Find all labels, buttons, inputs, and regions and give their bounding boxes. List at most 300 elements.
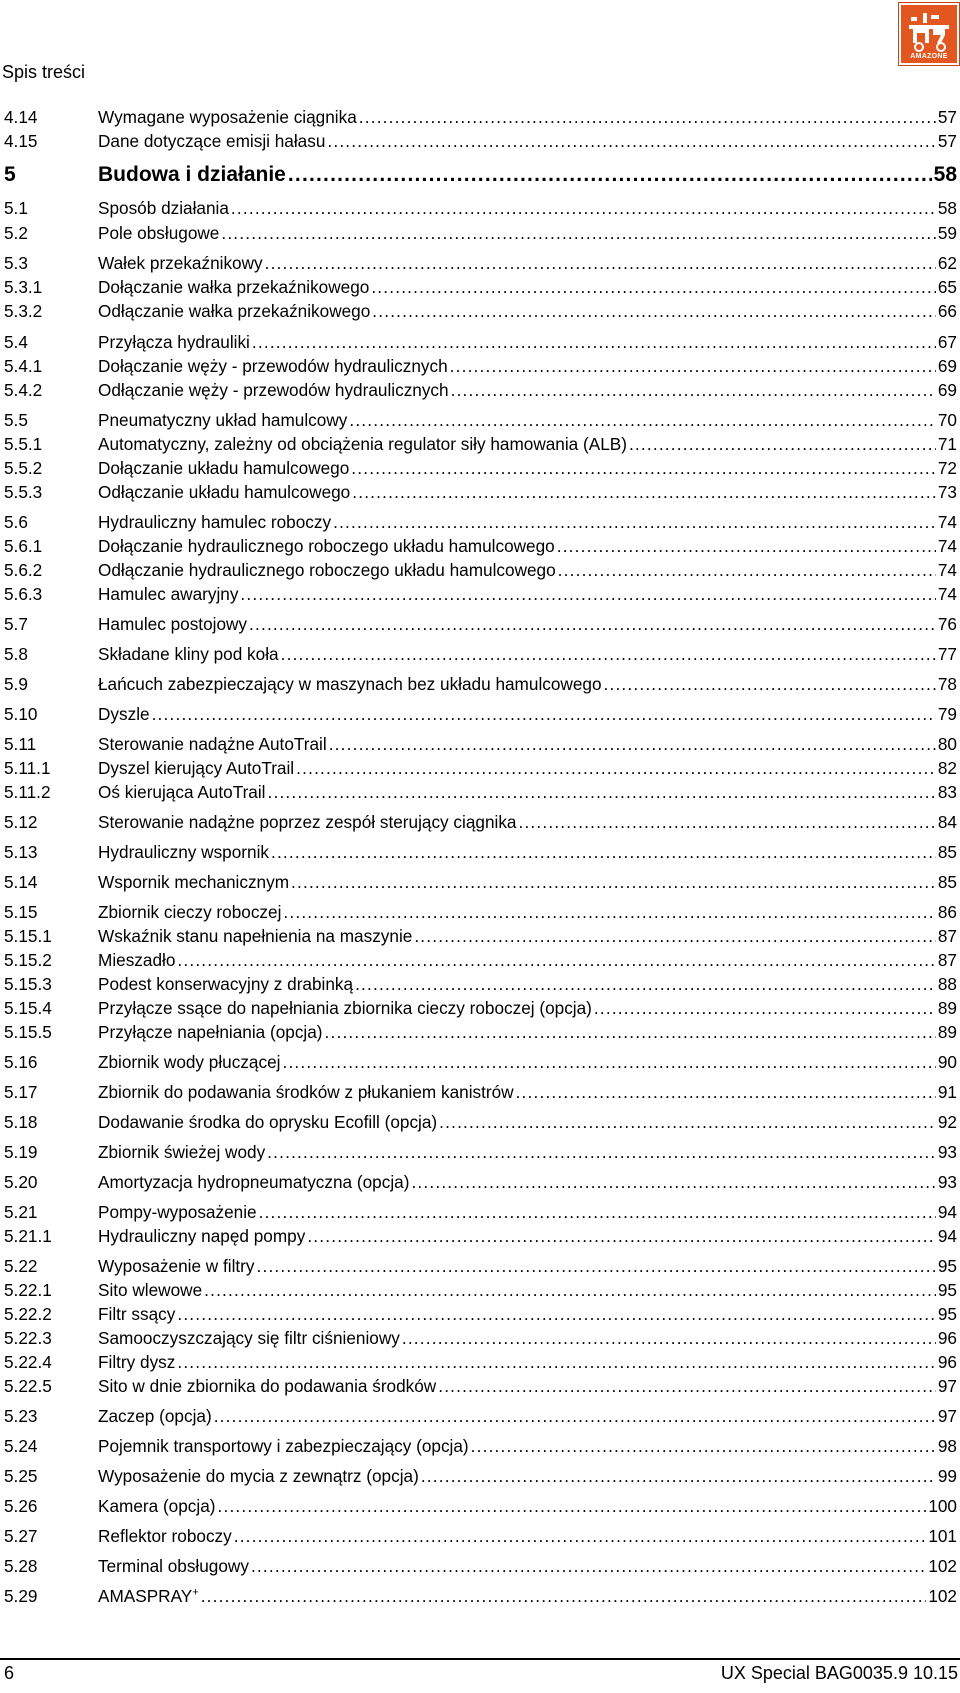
toc-dot-leader [267, 1140, 936, 1164]
toc-entry-title [98, 1110, 437, 1134]
toc-entry-line [98, 558, 957, 582]
toc-entry[interactable] [0, 612, 960, 636]
toc-entry-number: 5.16 [4, 1052, 38, 1072]
toc-entry[interactable] [0, 105, 960, 129]
toc-entry-page: 77 [937, 644, 957, 664]
toc-entry[interactable] [0, 1524, 960, 1548]
toc-entry-number: 5.11.1 [4, 758, 51, 778]
toc-entry-title-text: Wyposażenie do mycia z zewnątrz (opcja) [98, 1466, 419, 1486]
toc-entry-title-text: Filtr ssący [98, 1304, 176, 1324]
toc-entry-title-text: Składane kliny pod koła [98, 644, 279, 664]
toc-entry-title-text: Przyłącze ssące do napełniania zbiornika cieczy roboczej (opcja) [98, 998, 592, 1018]
toc-entry-number: 5.15.3 [4, 974, 52, 994]
page-header-title: Spis treści [2, 62, 86, 82]
toc-entry-line [98, 1170, 957, 1194]
toc-entry-page: 89 [937, 1022, 957, 1042]
toc-entry-title-text: Dołączanie węży - przewodów hydraulicznych [98, 356, 448, 376]
toc-entry-title [98, 105, 357, 129]
toc-entry-number: 5.4 [4, 332, 28, 352]
toc-entry-page: 67 [937, 332, 957, 352]
toc-entry-number: 5.14 [4, 872, 38, 892]
toc-entry-line [98, 432, 957, 456]
toc-entry-page: 86 [937, 902, 957, 922]
toc-entry-title-text: Wymagane wyposażenie ciągnika [98, 107, 357, 127]
toc-dot-leader [421, 1464, 936, 1488]
toc-entry-line [98, 582, 957, 606]
toc-entry[interactable] [0, 1278, 960, 1302]
toc-dot-leader [411, 1170, 935, 1194]
toc-entry[interactable] [0, 870, 960, 894]
toc-entry-number: 5.9 [4, 674, 28, 694]
toc-entry-page: 76 [937, 614, 957, 634]
toc-entry[interactable] [0, 756, 960, 780]
toc-entry-page: 57 [937, 107, 957, 127]
toc-entry-number: 5.22 [4, 1256, 38, 1276]
toc-entry-number: 5.11 [4, 734, 37, 754]
toc-entry-number: 5.19 [4, 1142, 38, 1162]
toc-entry-title [98, 1350, 175, 1374]
toc-entry-title-text: Pompy-wyposażenie [98, 1202, 257, 1222]
toc-entry[interactable] [0, 432, 960, 456]
toc-entry-title-text: Sito w dnie zbiornika do podawania środków [98, 1376, 437, 1396]
toc-entry-page: 92 [937, 1112, 957, 1132]
toc-entry-line [98, 408, 957, 432]
toc-entry-page: 93 [937, 1142, 957, 1162]
toc-dot-leader [594, 996, 936, 1020]
toc-entry[interactable] [0, 378, 960, 402]
toc-entry-line [98, 299, 957, 323]
toc-chapter-entry[interactable] [0, 163, 960, 187]
toc-entry-line [98, 221, 957, 245]
toc-entry[interactable] [0, 1434, 960, 1458]
toc-dot-leader [327, 129, 936, 153]
toc-entry-number: 5.3.2 [4, 301, 43, 321]
toc-entry-title-text: Sterowanie nadążne AutoTrail [98, 734, 327, 754]
toc-entry-title-text: Pneumatyczny układ hamulcowy [98, 410, 348, 430]
toc-entry-line [98, 1080, 957, 1104]
toc-entry-number: 5.26 [4, 1496, 38, 1516]
toc-entry-title-text: Odłączanie hydraulicznego roboczego układu hamulcowego [98, 560, 556, 580]
toc-entry-title [98, 900, 281, 924]
toc-entry[interactable] [0, 810, 960, 834]
toc-entry-title-text: Samooczyszczający się filtr ciśnieniowy [98, 1328, 400, 1348]
toc-dot-leader [221, 221, 936, 245]
toc-entry-page: 102 [928, 1586, 957, 1606]
toc-entry[interactable] [0, 1200, 960, 1224]
toc-entry-line [98, 105, 957, 129]
toc-entry-number: 5.18 [4, 1112, 38, 1132]
toc-entry-title [98, 972, 353, 996]
toc-entry[interactable] [0, 780, 960, 804]
toc-entry-number: 5.6.2 [4, 560, 43, 580]
toc-entry-line [98, 480, 957, 504]
toc-entry-number: 5.11.2 [4, 782, 51, 802]
footer-page-number: 6 [4, 1663, 15, 1683]
toc-entry-title [98, 480, 350, 504]
toc-dot-leader [359, 105, 936, 129]
toc-entry[interactable] [0, 642, 960, 666]
toc-entry-title [98, 251, 263, 275]
toc-entry-number: 5.6.1 [4, 536, 43, 556]
toc-entry-line [98, 810, 957, 834]
toc-entry-line [98, 354, 957, 378]
toc-entry-title-text: Przyłącze napełniania (opcja) [98, 1022, 323, 1042]
toc-entry-title [98, 870, 289, 894]
toc-entry-page: 79 [937, 704, 957, 724]
toc-entry-title [98, 196, 229, 220]
toc-entry-title [98, 408, 347, 432]
toc-dot-leader [355, 972, 936, 996]
toc-dot-leader [325, 1020, 936, 1044]
toc-entry-line [98, 1494, 957, 1518]
toc-entry[interactable] [0, 534, 960, 558]
toc-entry-page: 82 [937, 758, 957, 778]
toc-dot-leader [251, 1554, 926, 1578]
toc-entry-number: 5.15.2 [4, 950, 52, 970]
toc-entry-title-text: Hydrauliczny hamulec roboczy [98, 512, 332, 532]
toc-entry[interactable] [0, 510, 960, 534]
toc-entry-title [98, 163, 286, 187]
toc-entry-number: 5.6 [4, 512, 28, 532]
toc-entry-title [98, 996, 592, 1020]
toc-entry-number: 5.29 [4, 1586, 38, 1606]
toc-entry-line [98, 1200, 957, 1224]
toc-entry-title [98, 432, 627, 456]
toc-entry[interactable] [0, 1464, 960, 1488]
toc-dot-leader [291, 870, 936, 894]
toc-entry-number: 5.22.4 [4, 1352, 52, 1372]
toc-dot-leader [371, 275, 936, 299]
toc-entry-title [98, 299, 370, 323]
toc-entry-page: 85 [937, 842, 957, 862]
toc-entry-page: 71 [937, 434, 957, 454]
toc-entry-line [98, 1110, 957, 1134]
toc-dot-leader [240, 582, 935, 606]
toc-entry-line [98, 1554, 957, 1578]
toc-entry-line [98, 1050, 957, 1074]
toc-entry[interactable] [0, 1326, 960, 1350]
toc-entry[interactable] [0, 129, 960, 153]
toc-dot-leader [281, 642, 936, 666]
toc-dot-leader [518, 810, 935, 834]
toc-entry[interactable] [0, 1302, 960, 1326]
toc-dot-leader [259, 1200, 936, 1224]
toc-entry-title-text: Terminal obsługowy [98, 1556, 249, 1576]
toc-entry[interactable] [0, 582, 960, 606]
toc-entry-title-text: Mieszadło [98, 950, 176, 970]
toc-dot-leader [372, 299, 936, 323]
toc-entry-page: 97 [937, 1376, 957, 1396]
toc-dot-leader [271, 840, 936, 864]
toc-entry[interactable] [0, 456, 960, 480]
toc-entry-number: 5.2 [4, 223, 28, 243]
toc-entry-title-text: Dołączanie wałka przekaźnikowego [98, 277, 370, 297]
toc-entry-title [98, 1080, 514, 1104]
toc-entry-line [98, 870, 957, 894]
toc-entry-title [98, 456, 349, 480]
toc-entry-page: 85 [937, 872, 957, 892]
toc-entry-title [98, 1224, 305, 1248]
toc-entry-title-text: Dane dotyczące emisji hałasu [98, 131, 326, 151]
toc-entry-line [98, 1374, 957, 1398]
toc-entry-number: 5.5.1 [4, 434, 43, 454]
toc-entry-line [98, 900, 957, 924]
toc-entry[interactable] [0, 1224, 960, 1248]
toc-dot-leader [450, 354, 936, 378]
toc-dot-leader [268, 780, 936, 804]
toc-entry-page: 65 [937, 277, 957, 297]
toc-dot-leader [307, 1224, 936, 1248]
toc-dot-leader [402, 1326, 936, 1350]
toc-entry-line [98, 510, 957, 534]
toc-entry-title-text: Wspornik mechanicznym [98, 872, 290, 892]
toc-entry-page: 95 [937, 1304, 957, 1324]
toc-entry-page: 58 [933, 163, 957, 186]
toc-entry-number: 4.14 [4, 107, 38, 127]
toc-entry-title [98, 1404, 212, 1428]
toc-entry-title [98, 1140, 265, 1164]
toc-entry-number: 5.13 [4, 842, 38, 862]
toc-entry-title [98, 732, 327, 756]
toc-entry-number: 5.15.5 [4, 1022, 52, 1042]
toc-entry-title [98, 1200, 257, 1224]
toc-entry[interactable] [0, 1494, 960, 1518]
toc-entry-number: 5.23 [4, 1406, 38, 1426]
toc-entry-page: 74 [937, 536, 957, 556]
toc-entry-title-text: Hamulec postojowy [98, 614, 248, 634]
toc-dot-leader [231, 196, 936, 220]
toc-entry-title-text: Automatyczny, zależny od obciążenia regulator siły hamowania (ALB) [98, 434, 627, 454]
toc-entry-number: 5 [4, 163, 16, 186]
toc-entry-title-text: Dołączanie hydraulicznego roboczego układu hamulcowego [98, 536, 555, 556]
toc-entry-title-text: Kamera (opcja) [98, 1496, 216, 1516]
toc-entry-title [98, 129, 325, 153]
toc-entry-title [98, 534, 555, 558]
footer-document-id: UX Special BAG0035.9 10.15 [720, 1663, 958, 1683]
toc-entry[interactable] [0, 1020, 960, 1044]
toc-entry[interactable] [0, 1254, 960, 1278]
toc-entry[interactable] [0, 354, 960, 378]
toc-dot-leader [177, 948, 935, 972]
toc-entry[interactable] [0, 1584, 960, 1608]
toc-entry[interactable] [0, 1374, 960, 1398]
toc-entry-title-text: Pole obsługowe [98, 223, 220, 243]
toc-entry-line [98, 1434, 957, 1458]
toc-entry-number: 5.22.2 [4, 1304, 52, 1324]
toc-entry-title-text: Dodawanie środka do oprysku Ecofill (opcja) [98, 1112, 438, 1132]
toc-dot-leader [249, 612, 936, 636]
toc-entry-page: 74 [937, 560, 957, 580]
toc-entry[interactable] [0, 1110, 960, 1134]
toc-entry[interactable] [0, 1404, 960, 1428]
toc-entry[interactable] [0, 1350, 960, 1374]
toc-entry[interactable] [0, 1554, 960, 1578]
toc-entry-title-text: Amortyzacja hydropneumatyczna (opcja) [98, 1172, 410, 1192]
toc-entry-title-text: Sterowanie nadążne poprzez zespół sterujący ciągnika [98, 812, 517, 832]
toc-entry-page: 99 [937, 1466, 957, 1486]
toc-entry-line [98, 840, 957, 864]
toc-entry-title-text: Odłączanie wałka przekaźnikowego [98, 301, 371, 321]
toc-entry-number: 5.22.1 [4, 1280, 52, 1300]
toc-entry-title [98, 1278, 202, 1302]
toc-entry-title-text: Wyposażenie w filtry [98, 1256, 255, 1276]
toc-entry-number: 5.21.1 [4, 1226, 52, 1246]
toc-entry-number: 5.3 [4, 253, 28, 273]
toc-entry-page: 59 [937, 223, 957, 243]
toc-entry-number: 5.17 [4, 1082, 38, 1102]
toc-entry-page: 62 [937, 253, 957, 273]
toc-entry-line [98, 1140, 957, 1164]
toc-entry[interactable] [0, 558, 960, 582]
amazone-logo [899, 3, 959, 65]
toc-entry-page: 72 [937, 458, 957, 478]
toc-entry-title [98, 330, 250, 354]
toc-entry[interactable] [0, 330, 960, 354]
toc-entry[interactable] [0, 948, 960, 972]
toc-entry-title-text: Hydrauliczny wspornik [98, 842, 269, 862]
toc-entry-page: 74 [937, 584, 957, 604]
toc-entry[interactable] [0, 672, 960, 696]
toc-entry[interactable] [0, 840, 960, 864]
toc-dot-leader [516, 1080, 936, 1104]
toc-entry-title-text: Podest konserwacyjny z drabinką [98, 974, 354, 994]
toc-entry-number: 5.24 [4, 1436, 38, 1456]
toc-entry-title [98, 672, 602, 696]
toc-dot-leader [438, 1374, 936, 1398]
toc-entry-title-superscript: + [192, 1586, 199, 1599]
toc-entry-title-text: AMASPRAY [98, 1586, 193, 1606]
toc-entry[interactable] [0, 996, 960, 1020]
toc-entry-line [98, 129, 957, 153]
toc-dot-leader [352, 480, 936, 504]
toc-entry-line [98, 672, 957, 696]
toc-entry[interactable] [0, 1050, 960, 1074]
toc-entry-page: 95 [937, 1280, 957, 1300]
toc-entry-title [98, 924, 412, 948]
toc-entry-page: 80 [937, 734, 957, 754]
toc-entry[interactable] [0, 221, 960, 245]
toc-entry-line [98, 1584, 957, 1608]
toc-entry-title-text: Zbiornik do podawania środków z płukaniem kanistrów [98, 1082, 514, 1102]
toc-entry-number: 5.3.1 [4, 277, 43, 297]
toc-entry[interactable] [0, 900, 960, 924]
toc-entry-line [98, 275, 957, 299]
toc-entry-line [98, 1302, 957, 1326]
toc-entry-line [98, 1464, 957, 1488]
toc-entry-title-text: Oś kierująca AutoTrail [98, 782, 266, 802]
toc-entry-title-text: Łańcuch zabezpieczający w maszynach bez układu hamulcowego [98, 674, 602, 694]
toc-entry-title [98, 780, 266, 804]
toc-entry-title-text: Dyszel kierujący AutoTrail [98, 758, 295, 778]
toc-dot-leader [558, 558, 936, 582]
toc-entry[interactable] [0, 275, 960, 299]
toc-entry-page: 83 [937, 782, 957, 802]
toc-entry-number: 5.20 [4, 1172, 38, 1192]
toc-entry-number: 5.6.3 [4, 584, 43, 604]
toc-entry[interactable] [0, 1140, 960, 1164]
toc-entry-number: 5.27 [4, 1526, 38, 1546]
toc-entry-page: 87 [937, 926, 957, 946]
toc-entry-title-text: Odłączanie węży - przewodów hydraulicznych [98, 380, 449, 400]
toc-entry-title [98, 1254, 255, 1278]
toc-entry[interactable] [0, 408, 960, 432]
toc-entry-page: 87 [937, 950, 957, 970]
toc-entry-title [98, 1170, 409, 1194]
toc-entry-line [98, 780, 957, 804]
toc-entry[interactable] [0, 924, 960, 948]
toc-entry-title [98, 1434, 469, 1458]
toc-dot-leader [177, 1302, 936, 1326]
toc-entry-page: 94 [937, 1202, 957, 1222]
toc-entry[interactable] [0, 702, 960, 726]
toc-entry-title [98, 642, 279, 666]
toc-entry-line [98, 732, 957, 756]
toc-entry-line [98, 251, 957, 275]
toc-entry-title [98, 1050, 280, 1074]
toc-dot-leader [296, 756, 936, 780]
toc-dot-leader [629, 432, 936, 456]
toc-entry-title-text: Zbiornik wody płuczącej [98, 1052, 281, 1072]
toc-entry-title [98, 1524, 232, 1548]
toc-entry-page: 97 [937, 1406, 957, 1426]
toc-entry-number: 5.10 [4, 704, 38, 724]
toc-dot-leader [218, 1494, 927, 1518]
toc-entry[interactable] [0, 251, 960, 275]
toc-entry[interactable] [0, 299, 960, 323]
toc-dot-leader [152, 702, 936, 726]
toc-entry-line [98, 948, 957, 972]
toc-entry-title [98, 582, 238, 606]
toc-entry[interactable] [0, 732, 960, 756]
toc-entry-title [98, 1464, 419, 1488]
toc-entry[interactable] [0, 1170, 960, 1194]
toc-entry-page: 91 [937, 1082, 957, 1102]
toc-entry-number: 5.22.3 [4, 1328, 52, 1348]
toc-entry-title-text: Sposób działania [98, 198, 229, 218]
footer-divider [0, 1658, 960, 1660]
toc-entry[interactable] [0, 196, 960, 220]
toc-entry-line [98, 996, 957, 1020]
toc-dot-leader [282, 1050, 935, 1074]
toc-entry-number: 5.15 [4, 902, 38, 922]
toc-entry-line [98, 642, 957, 666]
toc-entry[interactable] [0, 972, 960, 996]
toc-dot-leader [177, 1350, 936, 1374]
toc-entry-title-text: Hamulec awaryjny [98, 584, 239, 604]
toc-entry-number: 5.15.1 [4, 926, 52, 946]
toc-entry[interactable] [0, 1080, 960, 1104]
toc-entry-page: 73 [937, 482, 957, 502]
toc-entry-title [98, 756, 294, 780]
toc-entry[interactable] [0, 480, 960, 504]
toc-entry-line [98, 196, 957, 220]
toc-entry-line [98, 1224, 957, 1248]
toc-entry-number: 4.15 [4, 131, 38, 151]
toc-entry-title-text: Wałek przekaźnikowy [98, 253, 263, 273]
toc-dot-leader [257, 1254, 936, 1278]
toc-entry-page: 78 [937, 674, 957, 694]
toc-entry-line [98, 456, 957, 480]
toc-entry-number: 5.4.1 [4, 356, 43, 376]
toc-dot-leader [283, 900, 935, 924]
toc-entry-line [98, 756, 957, 780]
toc-entry-line [98, 378, 957, 402]
toc-entry-title-text: Wskaźnik stanu napełnienia na maszynie [98, 926, 413, 946]
toc-entry-title [98, 702, 150, 726]
toc-entry-title-text: Dyszle [98, 704, 150, 724]
toc-entry-line [98, 1404, 957, 1428]
toc-entry-title-text: Reflektor roboczy [98, 1526, 232, 1546]
